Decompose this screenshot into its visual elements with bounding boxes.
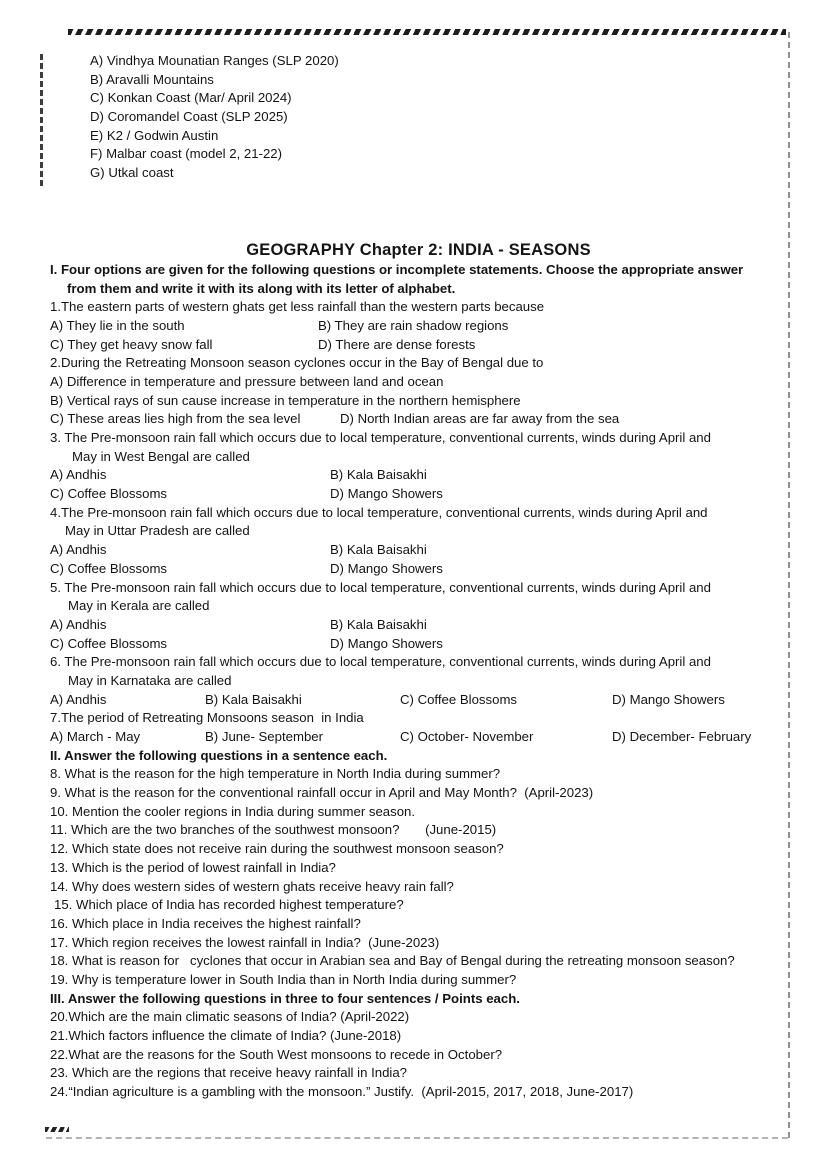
top-list-item-f-text-0: F) Malbar coast (model 2, 21-22) [90,146,283,162]
question-6-options-row-text-0: A) Andhis [50,691,107,707]
question-15-text-0: 15. Which place of India has recorded highest temperature? [54,897,404,913]
section-3-heading [50,990,787,1009]
question-7-options-row-text-2: C) October- November [400,729,534,744]
question-2-option-b [50,392,787,411]
question-2-option-a-text-0: A) Difference in temperature and pressure between land and ocean [50,373,444,389]
question-2-option-b-text-0: B) Vertical rays of sun cause increase in temperature in the northern hemisphere [50,392,521,408]
question-3-options-row-1-text-1: B) Kala Baisakhi [330,467,427,483]
question-8-text-0: 8. What is the reason for the high temperature in North India during summer? [50,766,501,782]
question-5-options-row-2-text-1: D) Mango Showers [330,635,443,651]
question-1 [50,298,787,317]
question-21 [50,1027,787,1046]
question-17-text-0: 17. Which region receives the lowest rainfall in India? (June-2023) [50,934,440,950]
question-2 [50,354,787,373]
question-23 [50,1064,787,1083]
chapter-title-text-0: GEOGRAPHY Chapter 2: INDIA - SEASONS [246,240,591,259]
section-1-heading-line-1 [50,261,787,280]
question-1-options-row-2-text-0: C) They get heavy snow fall [50,336,213,352]
chapter-title [50,239,787,261]
question-18-text-0: 18. What is reason for cyclones that occur in Arabian sea and Bay of Bengal during the retreating monsoon season? [50,953,735,969]
top-list-item-b-text-0: B) Aravalli Mountains [90,71,214,87]
question-14 [50,878,787,897]
question-22-text-0: 22.What are the reasons for the South West monsoons to recede in October? [50,1046,503,1062]
top-list-item-e [50,127,787,146]
question-22 [50,1046,787,1065]
top-list-item-a [50,52,787,71]
question-1-text-0: 1.The eastern parts of western ghats get less rainfall than the western parts because [50,299,545,315]
question-4-line-1-text-0: 4.The Pre-monsoon rain fall which occurs due to local temperature, conventional currents, winds during April and [50,504,708,520]
question-9 [50,784,787,803]
question-1-options-row-1-text-1: B) They are rain shadow regions [318,317,509,333]
question-23-text-0: 23. Which are the regions that receive heavy rainfall in India? [50,1065,407,1081]
question-5-line-2-text-0: May in Kerala are called [68,598,210,614]
question-12 [50,840,787,859]
question-5-options-row-2-text-0: C) Coffee Blossoms [50,635,168,651]
question-4-options-row-2-text-0: C) Coffee Blossoms [50,560,168,576]
question-4-options-row-2 [50,560,787,579]
question-11 [50,821,787,840]
section-2-heading-text-0: II. Answer the following questions in a sentence each. [50,747,388,763]
question-20-text-0: 20.Which are the main climatic seasons of India? (April-2022) [50,1009,410,1025]
top-list-item-d-text-0: D) Coromandel Coast (SLP 2025) [90,109,288,125]
question-2-option-a [50,373,787,392]
question-6-line-1 [50,653,787,672]
question-5-options-row-2 [50,635,787,654]
question-4-options-row-1-text-1: B) Kala Baisakhi [330,542,427,558]
section-1-heading-line-2 [50,280,787,299]
question-4-line-2-text-0: May in Uttar Pradesh are called [65,523,250,539]
section-3-heading-text-0: III. Answer the following questions in three to four sentences / Points each. [50,990,520,1006]
right-dashed-border [788,32,790,1138]
question-1-options-row-1 [50,317,787,336]
question-6-options-row [50,691,787,710]
question-7-options-row-text-3: D) December- February [612,729,752,744]
bottom-left-dashed-mark [45,1127,69,1132]
question-3-options-row-1 [50,466,787,485]
top-list-item-e-text-0: E) K2 / Godwin Austin [90,127,219,143]
section-1-heading-line-2-text-0: from them and write it with its along with its letter of alphabet. [67,280,456,296]
top-list-item-g-text-0: G) Utkal coast [90,165,174,181]
question-13-text-0: 13. Which is the period of lowest rainfall in India? [50,859,336,875]
question-3-line-2 [50,448,787,467]
question-3-options-row-1-text-0: A) Andhis [50,467,107,483]
question-5-line-1-text-0: 5. The Pre-monsoon rain fall which occurs due to local temperature, conventional currents, winds during April and [50,579,711,595]
section-1-heading-line-1-text-0: I. Four options are given for the following questions or incomplete statements. Choose the appropriate answer [50,261,744,277]
top-list-item-a-text-0: A) Vindhya Mounatian Ranges (SLP 2020) [90,53,339,68]
question-4-line-1 [50,504,787,523]
question-21-text-0: 21.Which factors influence the climate of India? (June-2018) [50,1028,402,1043]
top-list-item-f [50,145,787,164]
question-5-options-row-1 [50,616,787,635]
question-6-line-2 [50,672,787,691]
section-2-heading [50,747,787,766]
top-list-item-d [50,108,787,127]
question-11-text-0: 11. Which are the two branches of the southwest monsoon? (June-2015) [50,822,497,838]
question-15 [50,896,787,915]
top-dashed-border [68,29,786,35]
top-list-item-c [50,89,787,108]
question-5-line-2 [50,597,787,616]
question-3-options-row-2-text-0: C) Coffee Blossoms [50,486,168,502]
document-content [50,52,787,1102]
question-5-options-row-1-text-0: A) Andhis [50,616,107,632]
question-16 [50,915,787,934]
question-13 [50,859,787,878]
question-2-text-0: 2.During the Retreating Monsoon season cyclones occur in the Bay of Bengal due to [50,355,544,371]
question-6-options-row-text-2: C) Coffee Blossoms [400,691,518,707]
question-3-line-1 [50,429,787,448]
question-7-options-row-text-0: A) March - May [50,729,141,744]
question-1-options-row-2-text-1: D) There are dense forests [318,336,476,352]
question-5-line-1 [50,579,787,598]
question-2-options-row-cd-text-0: C) These areas lies high from the sea level [50,411,301,427]
question-24 [50,1083,787,1102]
question-8 [50,765,787,784]
question-6-options-row-text-3: D) Mango Showers [612,691,725,707]
question-4-options-row-1 [50,541,787,560]
question-7-options-row [50,728,787,747]
question-6-line-1-text-0: 6. The Pre-monsoon rain fall which occurs due to local temperature, conventional currents, winds during April and [50,654,711,670]
question-2-options-row-cd-text-1: D) North Indian areas are far away from the sea [340,411,620,427]
question-6-line-2-text-0: May in Karnataka are called [68,672,232,688]
question-3-line-2-text-0: May in West Bengal are called [72,448,250,464]
question-4-options-row-1-text-0: A) Andhis [50,542,107,558]
question-9-text-0: 9. What is the reason for the conventional rainfall occur in April and May Month? (April-2023) [50,785,594,801]
question-16-text-0: 16. Which place in India receives the highest rainfall? [50,915,361,931]
question-7-text-0: 7.The period of Retreating Monsoons season in India [50,710,364,726]
question-18 [50,952,787,971]
question-5-options-row-1-text-1: B) Kala Baisakhi [330,616,427,632]
question-12-text-0: 12. Which state does not receive rain during the southwest monsoon season? [50,841,504,857]
question-19-text-0: 19. Why is temperature lower in South India than in North India during summer? [50,971,517,987]
question-10 [50,803,787,822]
question-14-text-0: 14. Why does western sides of western ghats receive heavy rain fall? [50,878,454,894]
bottom-dashed-border [46,1137,788,1139]
question-4-options-row-2-text-1: D) Mango Showers [330,560,443,576]
top-list-item-c-text-0: C) Konkan Coast (Mar/ April 2024) [90,90,292,106]
question-1-options-row-2 [50,336,787,355]
left-dashed-border [40,54,43,186]
question-4-line-2 [50,522,787,541]
question-10-text-0: 10. Mention the cooler regions in India during summer season. [50,803,416,819]
question-1-options-row-1-text-0: A) They lie in the south [50,317,185,333]
question-3-options-row-2-text-1: D) Mango Showers [330,486,443,502]
question-7-options-row-text-1: B) June- September [205,729,324,744]
question-17 [50,934,787,953]
question-7 [50,709,787,728]
question-24-text-0: 24.“Indian agriculture is a gambling with the monsoon.” Justify. (April-2015, 2017, 2018, June-2017) [50,1084,634,1100]
question-19 [50,971,787,990]
question-3-options-row-2 [50,485,787,504]
question-3-line-1-text-0: 3. The Pre-monsoon rain fall which occurs due to local temperature, conventional currents, winds during April and [50,430,711,445]
question-20 [50,1008,787,1027]
top-list-item-b [50,71,787,90]
question-6-options-row-text-1: B) Kala Baisakhi [205,691,302,707]
question-2-options-row-cd [50,410,787,429]
top-list-item-g [50,164,787,183]
